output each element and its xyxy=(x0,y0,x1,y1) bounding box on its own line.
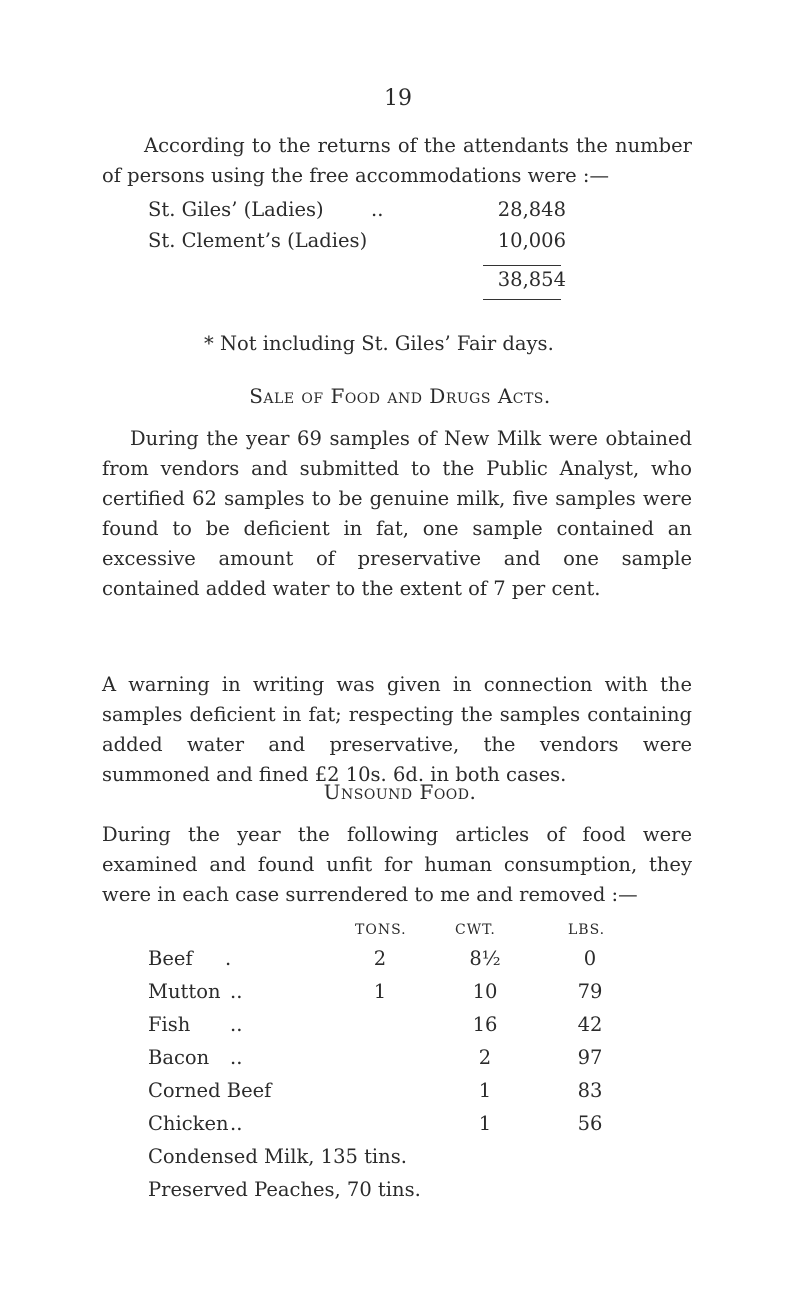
food-tons: 2 xyxy=(373,947,387,970)
footnote: * Not including St. Giles’ Fair days. xyxy=(204,332,554,355)
page-number: 19 xyxy=(384,86,412,111)
sum-rule-top xyxy=(483,265,561,266)
food-lbs: 42 xyxy=(577,1013,603,1036)
food-item: Fish xyxy=(148,1013,191,1036)
food-cwt: 1 xyxy=(478,1079,492,1102)
food-item: Bacon xyxy=(148,1046,210,1069)
column-header-lbs: LBS. xyxy=(568,922,606,938)
paragraph-warning: A warning in writing was given in connection with the samples deficient in fat; respecting the samples containing added water and preservative, the vendors were summoned and fined £2 10s. 6d. in both cases. xyxy=(102,673,692,786)
section-heading-unsound-food: Unsound Food. xyxy=(323,780,477,804)
food-tons: 1 xyxy=(373,980,387,1003)
food-item: Mutton xyxy=(148,980,221,1003)
food-item: Beef xyxy=(148,947,193,970)
food-item: Corned Beef xyxy=(148,1079,272,1102)
food-lbs: 56 xyxy=(577,1112,603,1135)
paragraph-unsound-food: During the year the following articles of food were examined and found unfit for human consumption, they were in each case surrendered to me and removed :— xyxy=(102,823,692,906)
food-item: Chicken xyxy=(148,1112,229,1135)
food-lbs: 83 xyxy=(577,1079,603,1102)
column-header-tons: TONS. xyxy=(355,922,407,938)
food-item-dots: .. xyxy=(230,1046,243,1069)
food-cwt: 16 xyxy=(472,1013,498,1036)
food-lbs: 97 xyxy=(577,1046,603,1069)
column-header-cwt: CWT. xyxy=(455,922,496,938)
food-lbs: 0 xyxy=(583,947,597,970)
intro-paragraph: According to the returns of the attendants the number of persons using the free accommodations were :— xyxy=(102,134,692,187)
paragraph-milk-samples: During the year 69 samples of New Milk were obtained from vendors and submitted to the Public Analyst, who certified 62 samples to be genuine milk, five samples were found to be deficient in fat, one sample contained an excessive amount of preservative and one sample contained added water to the extent of 7 per cent. xyxy=(102,427,692,600)
section-heading-sale-of-food: Sale of Food and Drugs Acts. xyxy=(249,384,551,408)
sum-rule-bottom xyxy=(483,299,561,300)
food-cwt: 2 xyxy=(478,1046,492,1069)
food-item-dots: .. xyxy=(230,1112,243,1135)
food-cwt: 8½ xyxy=(469,947,501,970)
attendance-row-label: St. Giles’ (Ladies) xyxy=(148,198,324,221)
attendance-row-value: 28,848 xyxy=(497,198,566,221)
food-cwt: 1 xyxy=(478,1112,492,1135)
attendance-row-dots: .. xyxy=(371,198,384,221)
food-item-dots: .. xyxy=(230,1013,243,1036)
food-item-dots: .. xyxy=(230,980,243,1003)
food-extra-condensed-milk: Condensed Milk, 135 tins. xyxy=(148,1145,407,1168)
attendance-row-value: 10,006 xyxy=(497,229,566,252)
attendance-total: 38,854 xyxy=(497,268,566,291)
food-cwt: 10 xyxy=(472,980,498,1003)
attendance-row-label: St. Clement’s (Ladies) xyxy=(148,229,368,252)
food-extra-preserved-peaches: Preserved Peaches, 70 tins. xyxy=(148,1178,421,1201)
food-item-dots: . xyxy=(225,947,232,970)
food-lbs: 79 xyxy=(577,980,603,1003)
